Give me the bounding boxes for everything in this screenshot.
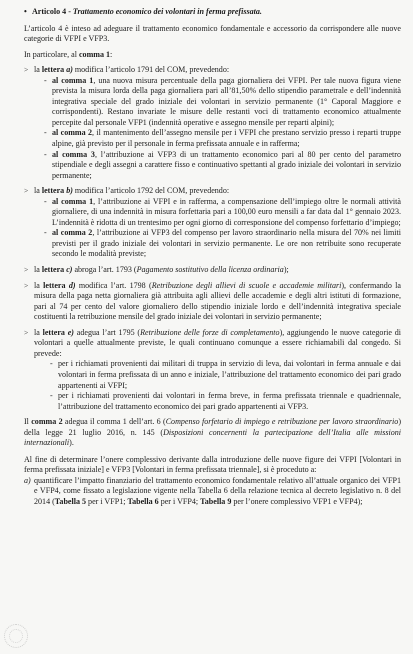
letter-b-item-bold: al comma 2 xyxy=(52,228,93,238)
bullet-icon: • xyxy=(24,7,27,16)
letter-a-item: - al comma 2, il mantenimento dell’assegno mensile per i VFPI che prestano servizio presso i reparti truppe alpine, già previsto per il personale in ferma prefissata annuale e in rafferma; xyxy=(44,128,401,149)
stamp-seal-icon xyxy=(4,624,28,648)
letter-c-italic: Pagamento sostitutivo della licenza ordinaria xyxy=(136,265,284,275)
document-page xyxy=(24,7,401,508)
closing-item-a xyxy=(24,476,401,508)
closing-item-a-text-4: per l’onere complessivo VFP1 e VFP4); xyxy=(231,496,363,506)
comma1-intro xyxy=(24,50,401,61)
letter-b-item: - al comma 1, l’attribuzione ai VFPI e in rafferma, a compensazione dell’impiego oltre le normali attività giornaliere, di una indennità in misura forfettaria pari a 100,00 euro mensili a far data dal 1° gennaio 2023. L’indennità è ridotta di un trentesimo per ogni giorno di corresponsione del compenso forfettario d’impiego; xyxy=(44,196,401,227)
closing-item-a-bold-3: Tabella 9 xyxy=(200,496,232,506)
letter-a-item-bold: al comma 3 xyxy=(52,149,95,159)
article-title-bold: Articolo 4 - xyxy=(32,7,73,16)
letter-b-item-text: , l’attribuzione ai VFP3 del compenso per lavoro straordinario nella misura del 70% nei limiti previsti per il grado iniziale dei volontari in servizio permanente. Le ore non retribuite sono recuperate secondo le modalità previste; xyxy=(52,228,401,259)
letter-e-label: e) xyxy=(67,327,74,337)
letter-a-item: - al comma 1, una nuova misura percentuale della paga giornaliera dei VFPI. Per tale nuova figura viene prevista la misura lorda della paga giornaliera pari all’81,50% dello stipendio parametrale e dell’indennità integrativa speciale del grado iniziale dei volontari in servizio permanente (1° Caporal Maggiore e corrispondenti). Restano invariate le misure delle restanti voci di trattamento economico attualmente percepite dal personale VFP1 (indennità operative e assegno mensile per reparti alpini); xyxy=(44,75,401,127)
article-title-italic: Trattamento economico dei volontari in ferma prefissata. xyxy=(72,7,262,16)
letter-b-prefix: la xyxy=(34,186,42,196)
letter-b-item-text: , l’attribuzione ai VFPI e in rafferma, a compensazione dell’impiego oltre le normali attività giornaliere, di una indennità in misura forfettaria pari a 100,00 euro mensili a far data dal 1° gennaio 2023. L’indennità è ridotta di un trentesimo per ogni giorno di corresponsione del compenso forfettario d’impiego; xyxy=(52,196,401,227)
closing-item-a-bold-1: Tabella 5 xyxy=(54,496,87,506)
article-heading xyxy=(24,7,401,18)
arrow-bullet-icon: > xyxy=(24,186,29,196)
letter-c-paragraph xyxy=(34,265,401,276)
letter-c-prefix: la xyxy=(34,265,42,275)
closing-item-a-text-2: per i VFP1; xyxy=(86,496,128,506)
comma2-middle: adegua il comma 1 dell’art. 6 ( xyxy=(62,417,166,427)
letter-d-bold: lettera xyxy=(43,280,69,290)
letter-b-item: - al comma 2, l’attribuzione ai VFP3 del compenso per lavoro straordinario nella misura del 70% nei limiti previsti per il grado iniziale dei volontari in servizio permanente. Le ore non retribuite sono recuperate secondo le modalità previste; xyxy=(44,228,401,259)
letter-a-block xyxy=(24,65,401,181)
letter-c-label: c) xyxy=(66,265,73,275)
letter-a-prefix: la xyxy=(34,65,42,75)
comma2-middle-2: ) della legge 21 luglio 2016, n. 145 ( xyxy=(24,417,401,437)
letter-a-item-text: , una nuova misura percentuale della paga giornaliera dei VFPI. Per tale nuova figura viene prevista la misura lorda della paga giornaliera pari all’81,50% dello stipendio parametrale e dell’indennità integrativa speciale del grado iniziale dei volontari in servizio permanente (1° Caporal Maggiore e corrispondenti). Restano invariate le misure delle restanti voci di trattamento economico attualmente percepite dal personale VFP1 (indennità operative e assegno mensile per reparti alpini); xyxy=(52,75,401,127)
closing-item-a-bold-2: Tabella 6 xyxy=(127,496,159,506)
letter-e-middle: adegua l’art 1795 ( xyxy=(74,327,141,337)
letter-e-item-text: per i richiamati provenienti dai militari di truppa in servizio di leva, dai volontari in ferma annuale e dai volontari in ferma prefissata di un anno e iniziale, l’attribuzione del trattamento economico dei pari grado appartenenti ai VFPI; xyxy=(58,359,401,390)
letter-a-heading xyxy=(34,65,401,76)
letter-a-item-bold: al comma 2 xyxy=(52,128,93,138)
letter-b-item-bold: al comma 1 xyxy=(52,196,94,206)
comma2-paragraph xyxy=(24,417,401,449)
comma1-intro-prefix: In particolare, al xyxy=(24,49,79,59)
comma2-italic-1: Compenso forfetario di impiego e retribuzione per lavoro straordinario xyxy=(165,417,399,427)
letter-d-middle: modifica l’art. 1798 ( xyxy=(75,280,152,290)
letter-c-block xyxy=(24,265,401,276)
letter-e-bold: lettera xyxy=(42,327,68,337)
letter-b-heading xyxy=(34,186,401,197)
letter-e-suffix: ), aggiungendo le nuove categorie di volontari a quelle attualmente previste, le quali continuano comunque a essere richiamabili dal congedo. Si prevede: xyxy=(34,327,401,358)
letter-e-paragraph xyxy=(34,328,401,360)
arrow-bullet-icon: > xyxy=(24,65,29,75)
letter-c-bold: lettera xyxy=(41,265,67,275)
closing-item-a-label: a) xyxy=(24,475,31,485)
letter-a-suffix: modifica l’articolo 1791 del COM, prevedendo: xyxy=(72,65,230,75)
letter-a-bold: lettera xyxy=(41,65,67,75)
letter-a-item-text: , l’attribuzione ai VFP3 di un trattamento economico pari al 80 per cento del parametro stipendiale e degli assegni a carattere fisso e continuativo spettanti al grado iniziale dei volontari in servizio permanente; xyxy=(52,149,401,180)
intro-paragraph: L’articolo 4 è inteso ad adeguare il trattamento economico fondamentale e accessorio da corrispondere alle nuove categorie di VFPI e VFP3. xyxy=(24,23,401,44)
comma2-bold: comma 2 xyxy=(31,417,63,427)
letter-e-item-text: per i richiamati provenienti dai volontari in ferma breve, in ferma prefissata triennale e quadriennale, l’attribuzione del trattamento economico dei pari grado appartenenti ai VFP3. xyxy=(58,391,401,411)
letter-e-prefix: la xyxy=(34,327,43,337)
letter-d-italic: Retribuzione degli allievi di scuole e accademie militari xyxy=(151,280,342,290)
letter-e-item: - per i richiamati provenienti dai volontari in ferma breve, in ferma prefissata triennale e quadriennale, l’attribuzione del trattamento economico dei pari grado appartenenti ai VFP3. xyxy=(50,391,401,411)
arrow-bullet-icon: > xyxy=(24,327,29,337)
letter-a-label: a) xyxy=(66,65,73,75)
comma1-intro-bold: comma 1 xyxy=(78,49,111,59)
letter-e-italic: Retribuzione delle forze di completamento xyxy=(140,327,280,337)
comma1-intro-suffix: : xyxy=(110,49,113,59)
letter-d-suffix: ), confermando la misura della paga netta giornaliera già attribuita agli allievi delle accademie e degli altri istituti di formazione, pari al 74 per cento del valore giornaliero dello stipendio iniziale lordo e dell’indennità integrativa speciale costituenti la retribuzione mensile del grado iniziale dei volontari in servizio permanente; xyxy=(34,280,401,322)
letter-b-bold: lettera xyxy=(41,186,67,196)
comma2-suffix: ). xyxy=(69,438,74,448)
letter-a-item: - al comma 3, l’attribuzione ai VFP3 di un trattamento economico pari al 80 per cento del parametro stipendiale e degli assegni a carattere fisso e continuativo spettanti al grado iniziale dei volontari in servizio permanente; xyxy=(44,149,401,180)
letter-d-paragraph xyxy=(34,281,401,323)
letter-e-item: - per i richiamati provenienti dai militari di truppa in servizio di leva, dai volontari in ferma annuale e dai volontari in ferma prefissata di un anno e iniziale, l’attribuzione del trattamento economico dei pari grado appartenenti ai VFPI; xyxy=(50,359,401,390)
letter-a-item-text: , il mantenimento dell’assegno mensile per i VFPI che prestano servizio presso i reparti truppe alpine, già previsto per il personale in ferma prefissata annuale e in rafferma; xyxy=(52,128,401,149)
letter-d-label: d) xyxy=(68,280,76,290)
letter-b-block xyxy=(24,186,401,260)
closing-item-a-text-3: per i VFP4; xyxy=(158,496,201,506)
arrow-bullet-icon: > xyxy=(24,265,29,275)
arrow-bullet-icon: > xyxy=(24,280,29,290)
letter-c-suffix: ); xyxy=(283,265,289,275)
letter-e-block xyxy=(24,328,401,412)
letter-a-item-bold: al comma 1 xyxy=(52,75,94,85)
letter-b-suffix: modifica l’articolo 1792 del COM, prevedendo: xyxy=(72,186,230,196)
letter-d-block xyxy=(24,281,401,323)
letter-c-middle: abroga l’art. 1793 ( xyxy=(72,265,137,275)
comma2-italic-2: Disposizioni concernenti la partecipazione dell’Italia alle missioni internazionali xyxy=(24,427,401,448)
letter-b-label: b) xyxy=(66,186,73,196)
letter-d-prefix: la xyxy=(34,280,44,290)
closing-paragraph: Al fine di determinare l’onere complessivo derivante dalla introduzione delle nuove figure dei VFPI [Volontari in ferma prefissata iniziale] e VFP3 [Volontari in ferma prefissata triennale], si è proceduto a: xyxy=(24,454,401,475)
closing-item-a-text-1: quantificare l’impatto finanziario del trattamento economico fondamentale relativo all’attuale organico dei VFP1 e VFP4, come fissato a legislazione vigente nella Tabella 6 della relazione tecnica al decreto legislativo n. 8 del 2014 ( xyxy=(34,475,401,506)
comma2-prefix: Il xyxy=(24,417,32,427)
